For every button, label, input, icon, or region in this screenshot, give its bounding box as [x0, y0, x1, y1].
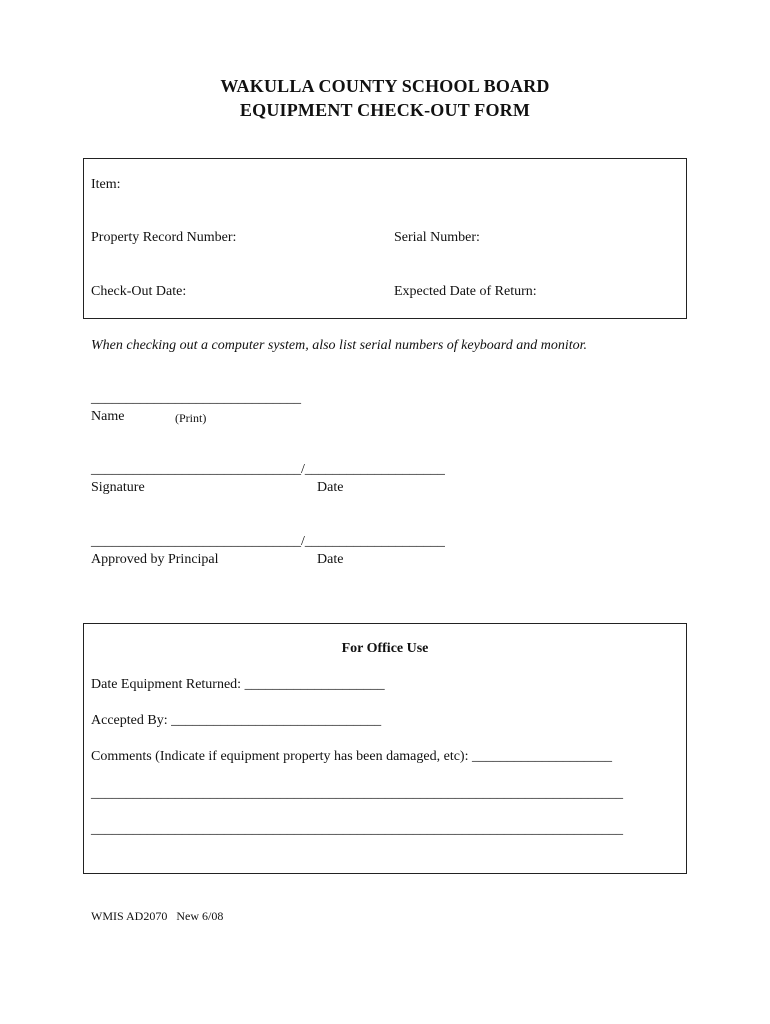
comments-blank-line-1: ____________________________________________________________________________ [91, 786, 623, 801]
serial-number-label: Serial Number: [394, 230, 480, 245]
name-label: Name [91, 409, 125, 424]
date-equipment-returned-field: Date Equipment Returned: ____________________ [91, 677, 385, 692]
expected-return-date-label: Expected Date of Return: [394, 284, 537, 299]
signature-date-line: ______________________________/____________________ [91, 462, 445, 477]
property-record-number-label: Property Record Number: [91, 230, 237, 245]
comments-blank-line-2: ____________________________________________________________________________ [91, 822, 623, 837]
office-use-heading: For Office Use [341, 641, 429, 656]
checkout-date-label: Check-Out Date: [91, 284, 187, 299]
signature-date-label: Date [317, 480, 344, 495]
approved-by-principal-label: Approved by Principal [91, 552, 219, 567]
computer-system-note: When checking out a computer system, also list serial numbers of keyboard and monitor. [91, 338, 588, 353]
form-title-line1: WAKULLA COUNTY SCHOOL BOARD [220, 76, 550, 96]
signature-label: Signature [91, 480, 145, 495]
form-title-line2: EQUIPMENT CHECK-OUT FORM [239, 100, 531, 120]
form-code-footer: WMIS AD2070 New 6/08 [91, 909, 224, 923]
item-label: Item: [91, 177, 121, 192]
print-label: (Print) [175, 411, 207, 425]
name-signature-line: ______________________________ [91, 391, 301, 406]
comments-field: Comments (Indicate if equipment property has been damaged, etc): ____________________ [91, 749, 612, 764]
principal-date-label: Date [317, 552, 344, 567]
accepted-by-field: Accepted By: ______________________________ [91, 713, 382, 728]
principal-date-line: ______________________________/____________________ [91, 534, 445, 549]
